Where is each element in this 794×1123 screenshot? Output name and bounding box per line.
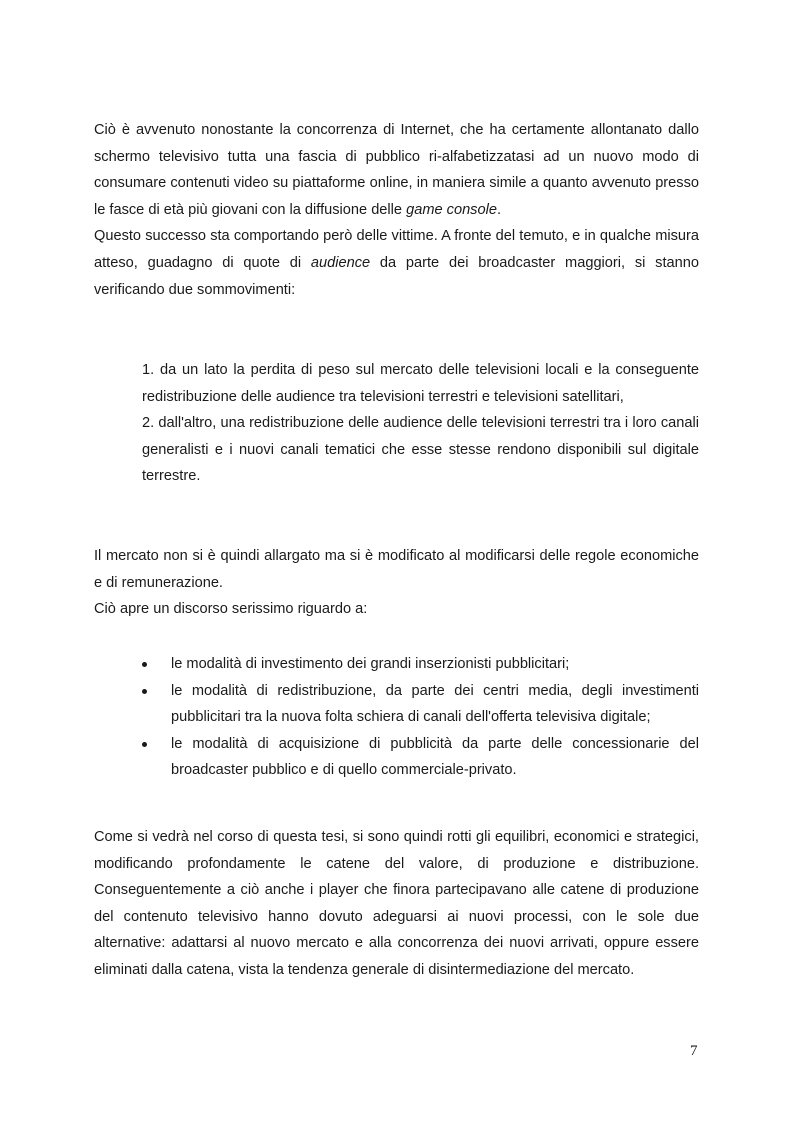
bullet-list xyxy=(142,651,699,784)
numbered-list-item: 2. dall'altro, una redistribuzione delle audience delle televisioni terrestri tra i loro canali generalisti e i nuovi canali tematici che esse stesse rendono disponibili sul digitale terrestre. xyxy=(142,415,699,485)
page-number: 7 xyxy=(690,1043,698,1059)
numbered-list-item: 1. da un lato la perdita di peso sul mercato delle televisioni locali e la conseguente redistribuzione delle audience tra televisioni terrestri e televisioni satellitari, xyxy=(142,362,699,405)
intro-section xyxy=(94,117,699,303)
paragraph-victims xyxy=(94,223,699,303)
bullet-icon xyxy=(142,742,147,747)
market-section xyxy=(94,543,699,623)
paragraph-market: Il mercato non si è quindi allargato ma si è modificato al modificarsi delle regole economiche e di remunerazione. xyxy=(94,548,699,591)
bullet-icon xyxy=(142,662,147,667)
paragraph-text: Ciò è avvenuto nonostante la concorrenza di Internet, che ha certamente allontanato dallo schermo televisivo tutta una fascia di pubblico ri-alfabetizzatasi ad un nuovo modo di consumare contenuti video su piattaforme online, in maniera simile a quanto avvenuto presso le fasce di età più giovani con la diffusione delle xyxy=(94,122,699,218)
paragraph-text: da parte dei broadcaster maggiori, si stanno verificando due sommovimenti: xyxy=(94,254,699,298)
bullet-icon xyxy=(142,689,147,694)
numbered-list xyxy=(142,357,699,490)
bullet-list-item xyxy=(142,651,699,678)
paragraph-internet-competition xyxy=(94,117,699,223)
emphasis-term: game console xyxy=(406,201,497,218)
emphasis-term: audience xyxy=(310,254,371,271)
bullet-list-item xyxy=(142,731,699,784)
paragraph-text: . xyxy=(496,201,502,218)
paragraph-discussion: Ciò apre un discorso serissimo riguardo a: xyxy=(94,601,368,618)
paragraph-conclusion: Come si vedrà nel corso di questa tesi, si sono quindi rotti gli equilibri, economici e strategici, modificando profondamente le catene del valore, di produzione e distribuzione. Conseguentemente a ciò anche i player che finora partecipavano alle catene di produzione del contenuto televisivo hanno dovuto adeguarsi ai nuovi processi, con le sole due alternative: adattarsi al nuovo mercato e alla concorrenza dei nuovi arrivati, oppure essere eliminati dalla catena, vista la tendenza generale di disintermediazione del mercato. xyxy=(94,829,699,978)
bullet-text: le modalità di investimento dei grandi inserzionisti pubblicitari; xyxy=(171,656,570,672)
bullet-text: le modalità di redistribuzione, da parte dei centri media, degli investimenti pubblicitari tra la nuova folta schiera di canali dell'offerta televisiva digitale; xyxy=(171,682,699,726)
conclusion-section xyxy=(94,824,699,984)
bullet-text: le modalità di acquisizione di pubblicità da parte delle concessionarie del broadcaster pubblico e di quello commerciale-privato. xyxy=(171,735,699,779)
bullet-list-item xyxy=(142,678,699,731)
paragraph-text: Questo successo sta comportando però delle vittime. A fronte del temuto, e in qualche misura atteso, guadagno di quote di xyxy=(94,228,699,271)
